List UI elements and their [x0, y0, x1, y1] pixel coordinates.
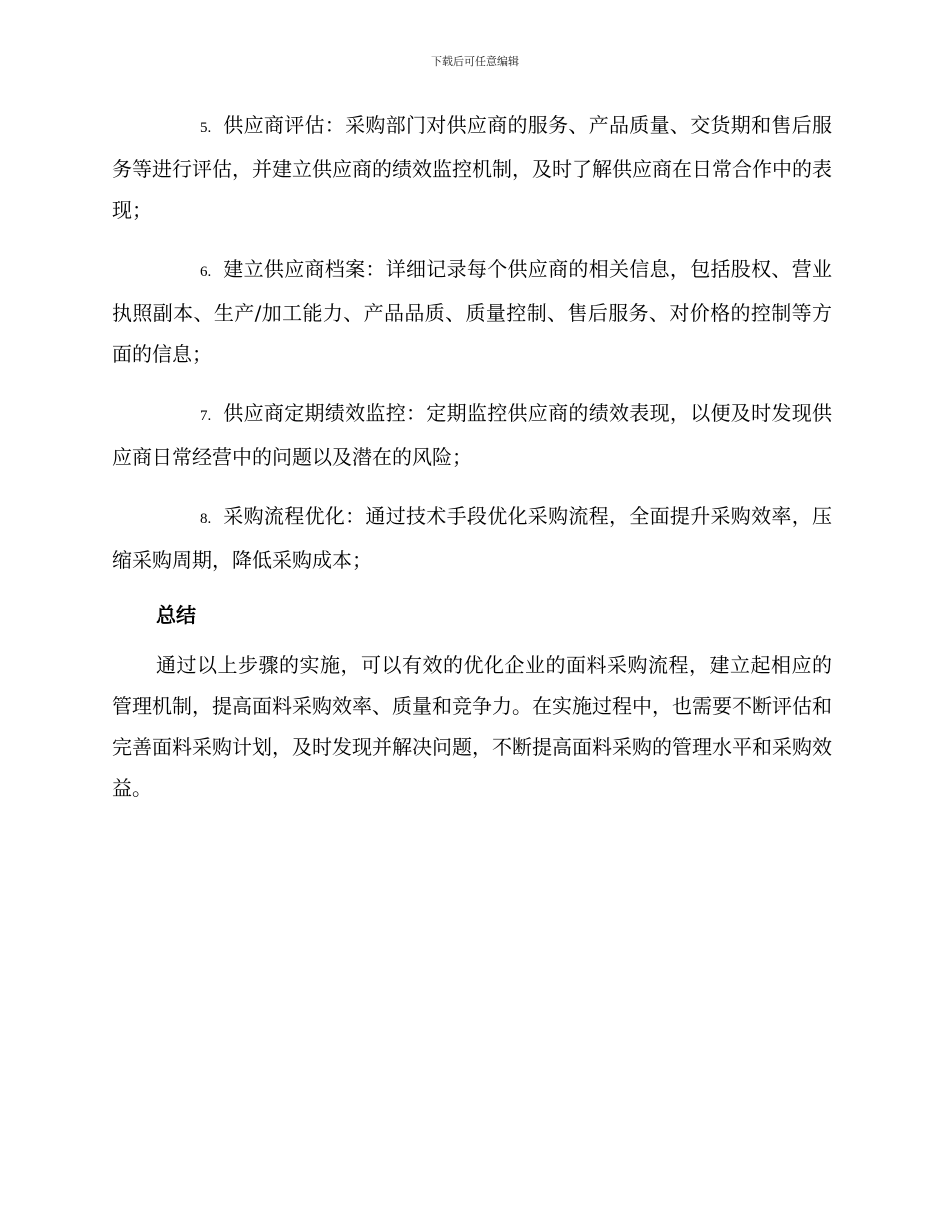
- list-item-number: 5.: [200, 120, 212, 136]
- page-header-note: 下载后可任意编辑: [431, 55, 519, 68]
- list-item-text: 供应商定期绩效监控：定期监控供应商的绩效表现，以便及时发现供应商日常经营中的问题以及潜在的风险；: [112, 401, 832, 469]
- summary-paragraph: 通过以上步骤的实施，可以有效的优化企业的面料采购流程，建立起相应的管理机制，提高面料采购效率、质量和竞争力。在实施过程中，也需要不断评估和完善面料采购计划，及时发现并解决问题，不断提高面料采购的管理水平和采购效益。: [112, 653, 832, 800]
- list-item-number: 8.: [200, 511, 212, 527]
- list-item-8: [112, 496, 832, 581]
- list-item-text: 供应商评估：采购部门对供应商的服务、产品质量、交货期和售后服务等进行评估，并建立供应商的绩效监控机制，及时了解供应商在日常合作中的表现；: [112, 113, 832, 222]
- list-item-7: [112, 393, 832, 478]
- list-item-number: 6.: [200, 264, 212, 280]
- list-item-text: 采购流程优化：通过技术手段优化采购流程，全面提升采购效率，压缩采购周期，降低采购成本；: [112, 504, 832, 572]
- list-item-6: [112, 249, 832, 375]
- list-item-number: 7.: [200, 408, 212, 424]
- summary-heading: 总结: [156, 603, 196, 627]
- document-body: [112, 105, 832, 827]
- list-item-5: [112, 105, 832, 231]
- list-item-text: 建立供应商档案：详细记录每个供应商的相关信息，包括股权、营业执照副本、生产/加工能力、产品品质、质量控制、售后服务、对价格的控制等方面的信息；: [112, 257, 832, 366]
